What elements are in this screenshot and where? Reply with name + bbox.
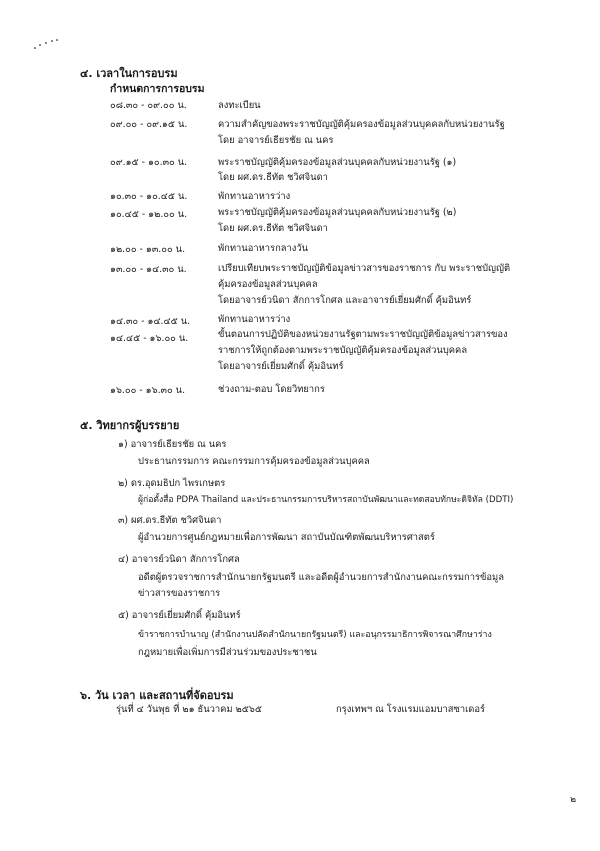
speaker-name: ๑) อาจารย์เธียรชัย ณ นคร xyxy=(118,439,227,450)
schedule-text: พระราชบัญญัติคุ้มครองข้อมูลส่วนบุคคลกับหน่วยงานรัฐ (๒) xyxy=(218,207,457,218)
schedule-time: ๐๙.๑๕ - ๑๐.๓๐ น. xyxy=(110,157,188,168)
schedule-text: โดยอาจารย์เยี่ยมศักดิ์ คุ้มอินทร์ xyxy=(218,361,344,372)
schedule-text: โดย ผศ.ดร.ธีทัต ชวิศจินดา xyxy=(218,172,328,183)
speaker-name: ๒) ดร.อุดมธิปก ไพรเกษตร xyxy=(118,478,226,489)
training-date: รุ่นที่ ๔ วันพุธ ที่ ๒๑ ธันวาคม ๒๕๖๕ xyxy=(116,704,262,715)
schedule-text: ช่วงถาม-ตอบ โดยวิทยากร xyxy=(218,384,325,395)
speaker-role: ข้าราชการบำนาญ (สำนักงานปลัดสำนักนายกรัฐมนตรี) และอนุกรรมาธิการพิจารณาศึกษาร่าง xyxy=(138,630,492,640)
training-venue: กรุงเทพฯ ณ โรงแรมแอมบาสซาเดอร์ xyxy=(336,704,486,715)
schedule-time: ๑๐.๔๕ - ๑๒.๐๐ น. xyxy=(110,209,188,220)
section-4-title: ๔. เวลาในการอบรม xyxy=(80,67,178,80)
schedule-time: ๐๙.๐๐ - ๐๙.๑๕ น. xyxy=(110,119,188,130)
speaker-role: อดีตผู้ตรวจราชการสำนักนายกรัฐมนตรี และอดีตผู้อำนวยการสำนักงานคณะกรรมการข้อมูล xyxy=(138,572,504,583)
schedule-text: พักทานอาหารว่าง xyxy=(218,314,291,325)
schedule-text: เปรียบเทียบพระราชบัญญัติข้อมูลข่าวสารของราชการ กับ พระราชบัญญัติ xyxy=(218,263,511,274)
speaker-name: ๕) อาจารย์เยี่ยมศักดิ์ คุ้มอินทร์ xyxy=(118,610,241,621)
schedule-time: ๑๖.๐๐ - ๑๖.๓๐ น. xyxy=(110,385,186,396)
schedule-text: พักทานอาหารว่าง xyxy=(218,191,291,202)
scan-specks xyxy=(32,38,62,52)
schedule-time: ๑๓.๐๐ - ๑๔.๓๐ น. xyxy=(110,264,187,275)
speaker-role: ประธานกรรมการ คณะกรรมการคุ้มครองข้อมูลส่วนบุคคล xyxy=(138,456,370,467)
schedule-text: โดยอาจารย์วนิดา สักการโกศล และอาจารย์เยี่ยมศักดิ์ คุ้มอินทร์ xyxy=(218,295,472,306)
section-4-subtitle: กำหนดการการอบรม xyxy=(110,83,205,95)
speaker-role: ข่าวสารของราชการ xyxy=(138,588,221,599)
schedule-text: ราชการให้ถูกต้องตามพระราชบัญญัติคุ้มครองข้อมูลส่วนบุคคล xyxy=(218,345,468,356)
schedule-text: ขั้นตอนการปฏิบัติของหน่วยงานรัฐตามพระราชบัญญัติข้อมูลข่าวสารของ xyxy=(218,329,508,340)
schedule-text: โดย อาจารย์เธียรชัย ณ นคร xyxy=(218,135,334,146)
schedule-time: ๑๐.๓๐ - ๑๐.๔๕ น. xyxy=(110,191,188,202)
schedule-time: ๑๔.๓๐ - ๑๔.๔๕ น. xyxy=(110,316,191,327)
speaker-name: ๔) อาจารย์วนิดา สักการโกศล xyxy=(118,554,240,565)
schedule-text: พักทานอาหารกลางวัน xyxy=(218,243,309,254)
speaker-name: ๓) ผศ.ดร.ธีทัต ชวิศจินดา xyxy=(118,515,222,526)
section-6-title: ๖. วัน เวลา และสถานที่จัดอบรม xyxy=(80,689,234,702)
schedule-time: ๑๔.๔๕ - ๑๖.๐๐ น. xyxy=(110,333,189,344)
section-5-title: ๕. วิทยากรผู้บรรยาย xyxy=(80,419,180,432)
schedule-text: พระราชบัญญัติคุ้มครองข้อมูลส่วนบุคคลกับหน่วยงานรัฐ (๑) xyxy=(218,157,457,168)
schedule-time: ๐๘.๓๐ - ๐๙.๐๐ น. xyxy=(110,100,187,111)
schedule-text: ลงทะเบียน xyxy=(218,100,261,111)
schedule-time: ๑๒.๐๐ - ๑๓.๐๐ น. xyxy=(110,244,186,255)
speaker-role: ผู้อำนวยการศูนย์กฎหมายเพื่อการพัฒนา สถาบันบัณฑิตพัฒนบริหารศาสตร์ xyxy=(138,532,435,543)
speaker-role: ผู้ก่อตั้งสื่อ PDPA Thailand และประธานกรรมการบริหารสถาบันพัฒนาและทดสอบทักษะดิจิทัล (DDTI) xyxy=(138,495,514,505)
schedule-text: ความสำคัญของพระราชบัญญัติคุ้มครองข้อมูลส่วนบุคคลกับหน่วยงานรัฐ xyxy=(218,119,505,130)
schedule-text: โดย ผศ.ดร.ธีทัต ชวิศจินดา xyxy=(218,223,328,234)
page-number: ๒ xyxy=(570,795,576,805)
schedule-text: คุ้มครองข้อมูลส่วนบุคคล xyxy=(218,279,318,290)
speaker-role: กฎหมายเพื่อเพิ่มการมีส่วนร่วมของประชาชน xyxy=(138,647,317,658)
